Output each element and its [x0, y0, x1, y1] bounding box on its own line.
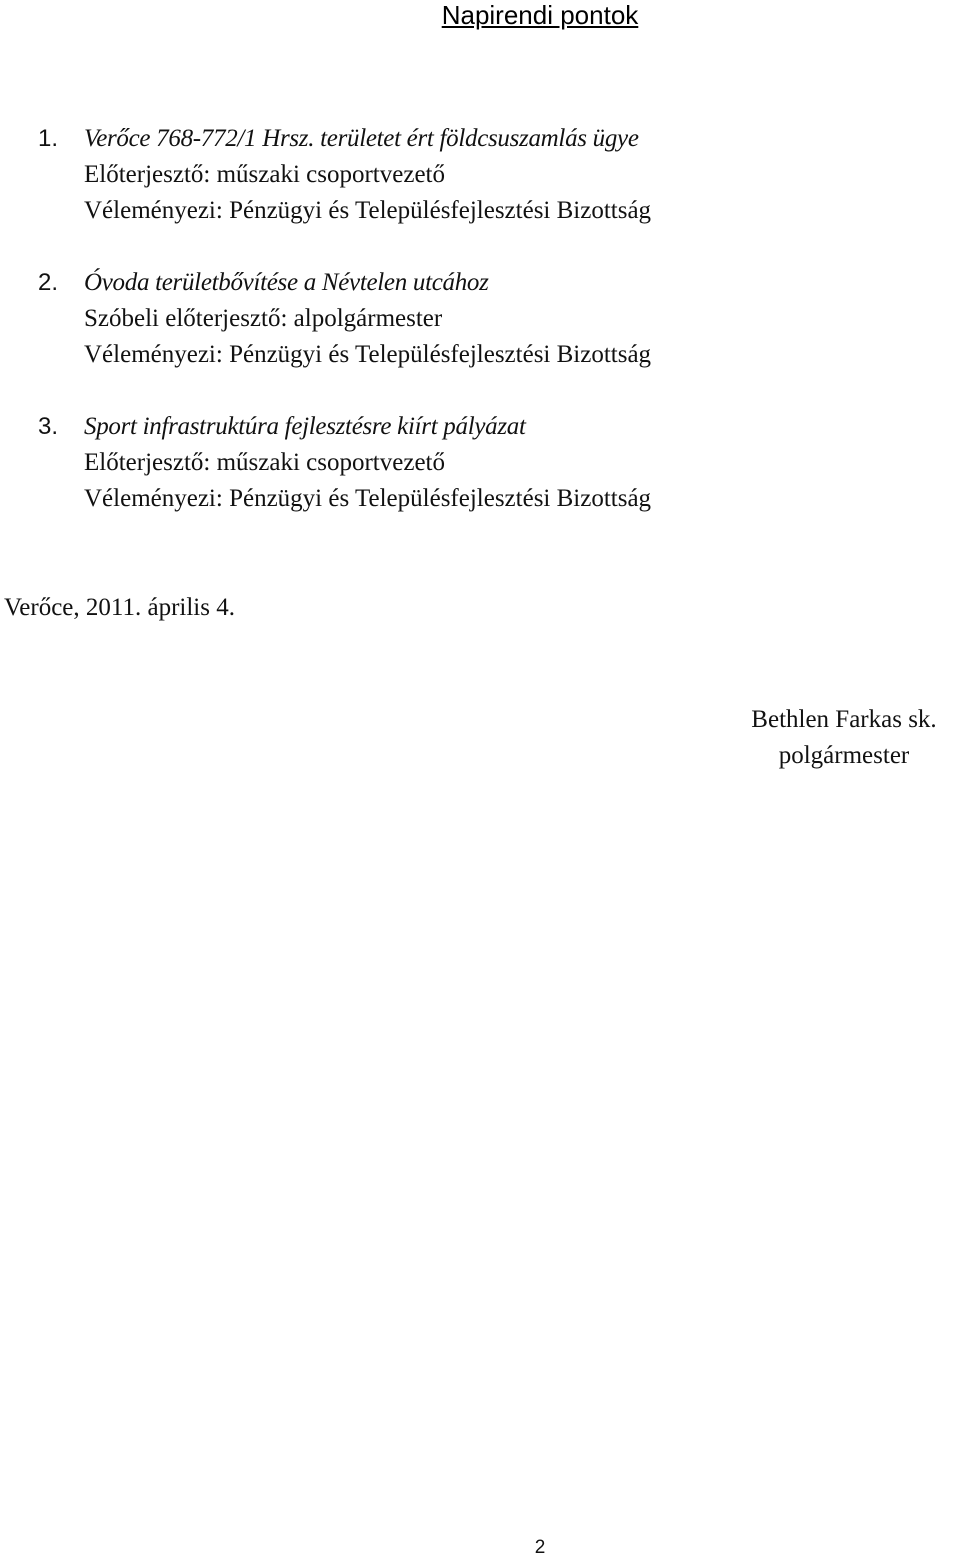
item-presenter: Előterjesztő: műszaki csoportvezető [84, 161, 445, 188]
item-heading: Óvoda területbővítése a Névtelen utcához [84, 269, 489, 296]
item-number: 3. [38, 413, 59, 440]
item-presenter: Szóbeli előterjesztő: alpolgármester [84, 305, 443, 332]
item-number: 2. [38, 269, 59, 296]
item-presenter: Előterjesztő: műszaki csoportvezető [84, 449, 445, 476]
signature-block [728, 702, 960, 774]
item-reviewer: Véleményezi: Pénzügyi és Településfejlesztési Bizottság [84, 341, 652, 368]
item-reviewer: Véleményezi: Pénzügyi és Településfejlesztési Bizottság [84, 485, 652, 512]
item-heading: Sport infrastruktúra fejlesztésre kiírt pályázat [84, 413, 526, 440]
signatory-name: Bethlen Farkas sk. [751, 706, 937, 733]
item-number: 1. [38, 125, 59, 152]
page-title: Napirendi pontok [441, 0, 639, 30]
signatory-role: polgármester [778, 742, 910, 769]
page-number: 2 [534, 1537, 546, 1558]
place-date: Verőce, 2011. április 4. [4, 594, 235, 621]
item-reviewer: Véleményezi: Pénzügyi és Településfejlesztési Bizottság [84, 197, 652, 224]
item-heading: Verőce 768-772/1 Hrsz. területet ért földcsuszamlás ügye [84, 125, 639, 152]
